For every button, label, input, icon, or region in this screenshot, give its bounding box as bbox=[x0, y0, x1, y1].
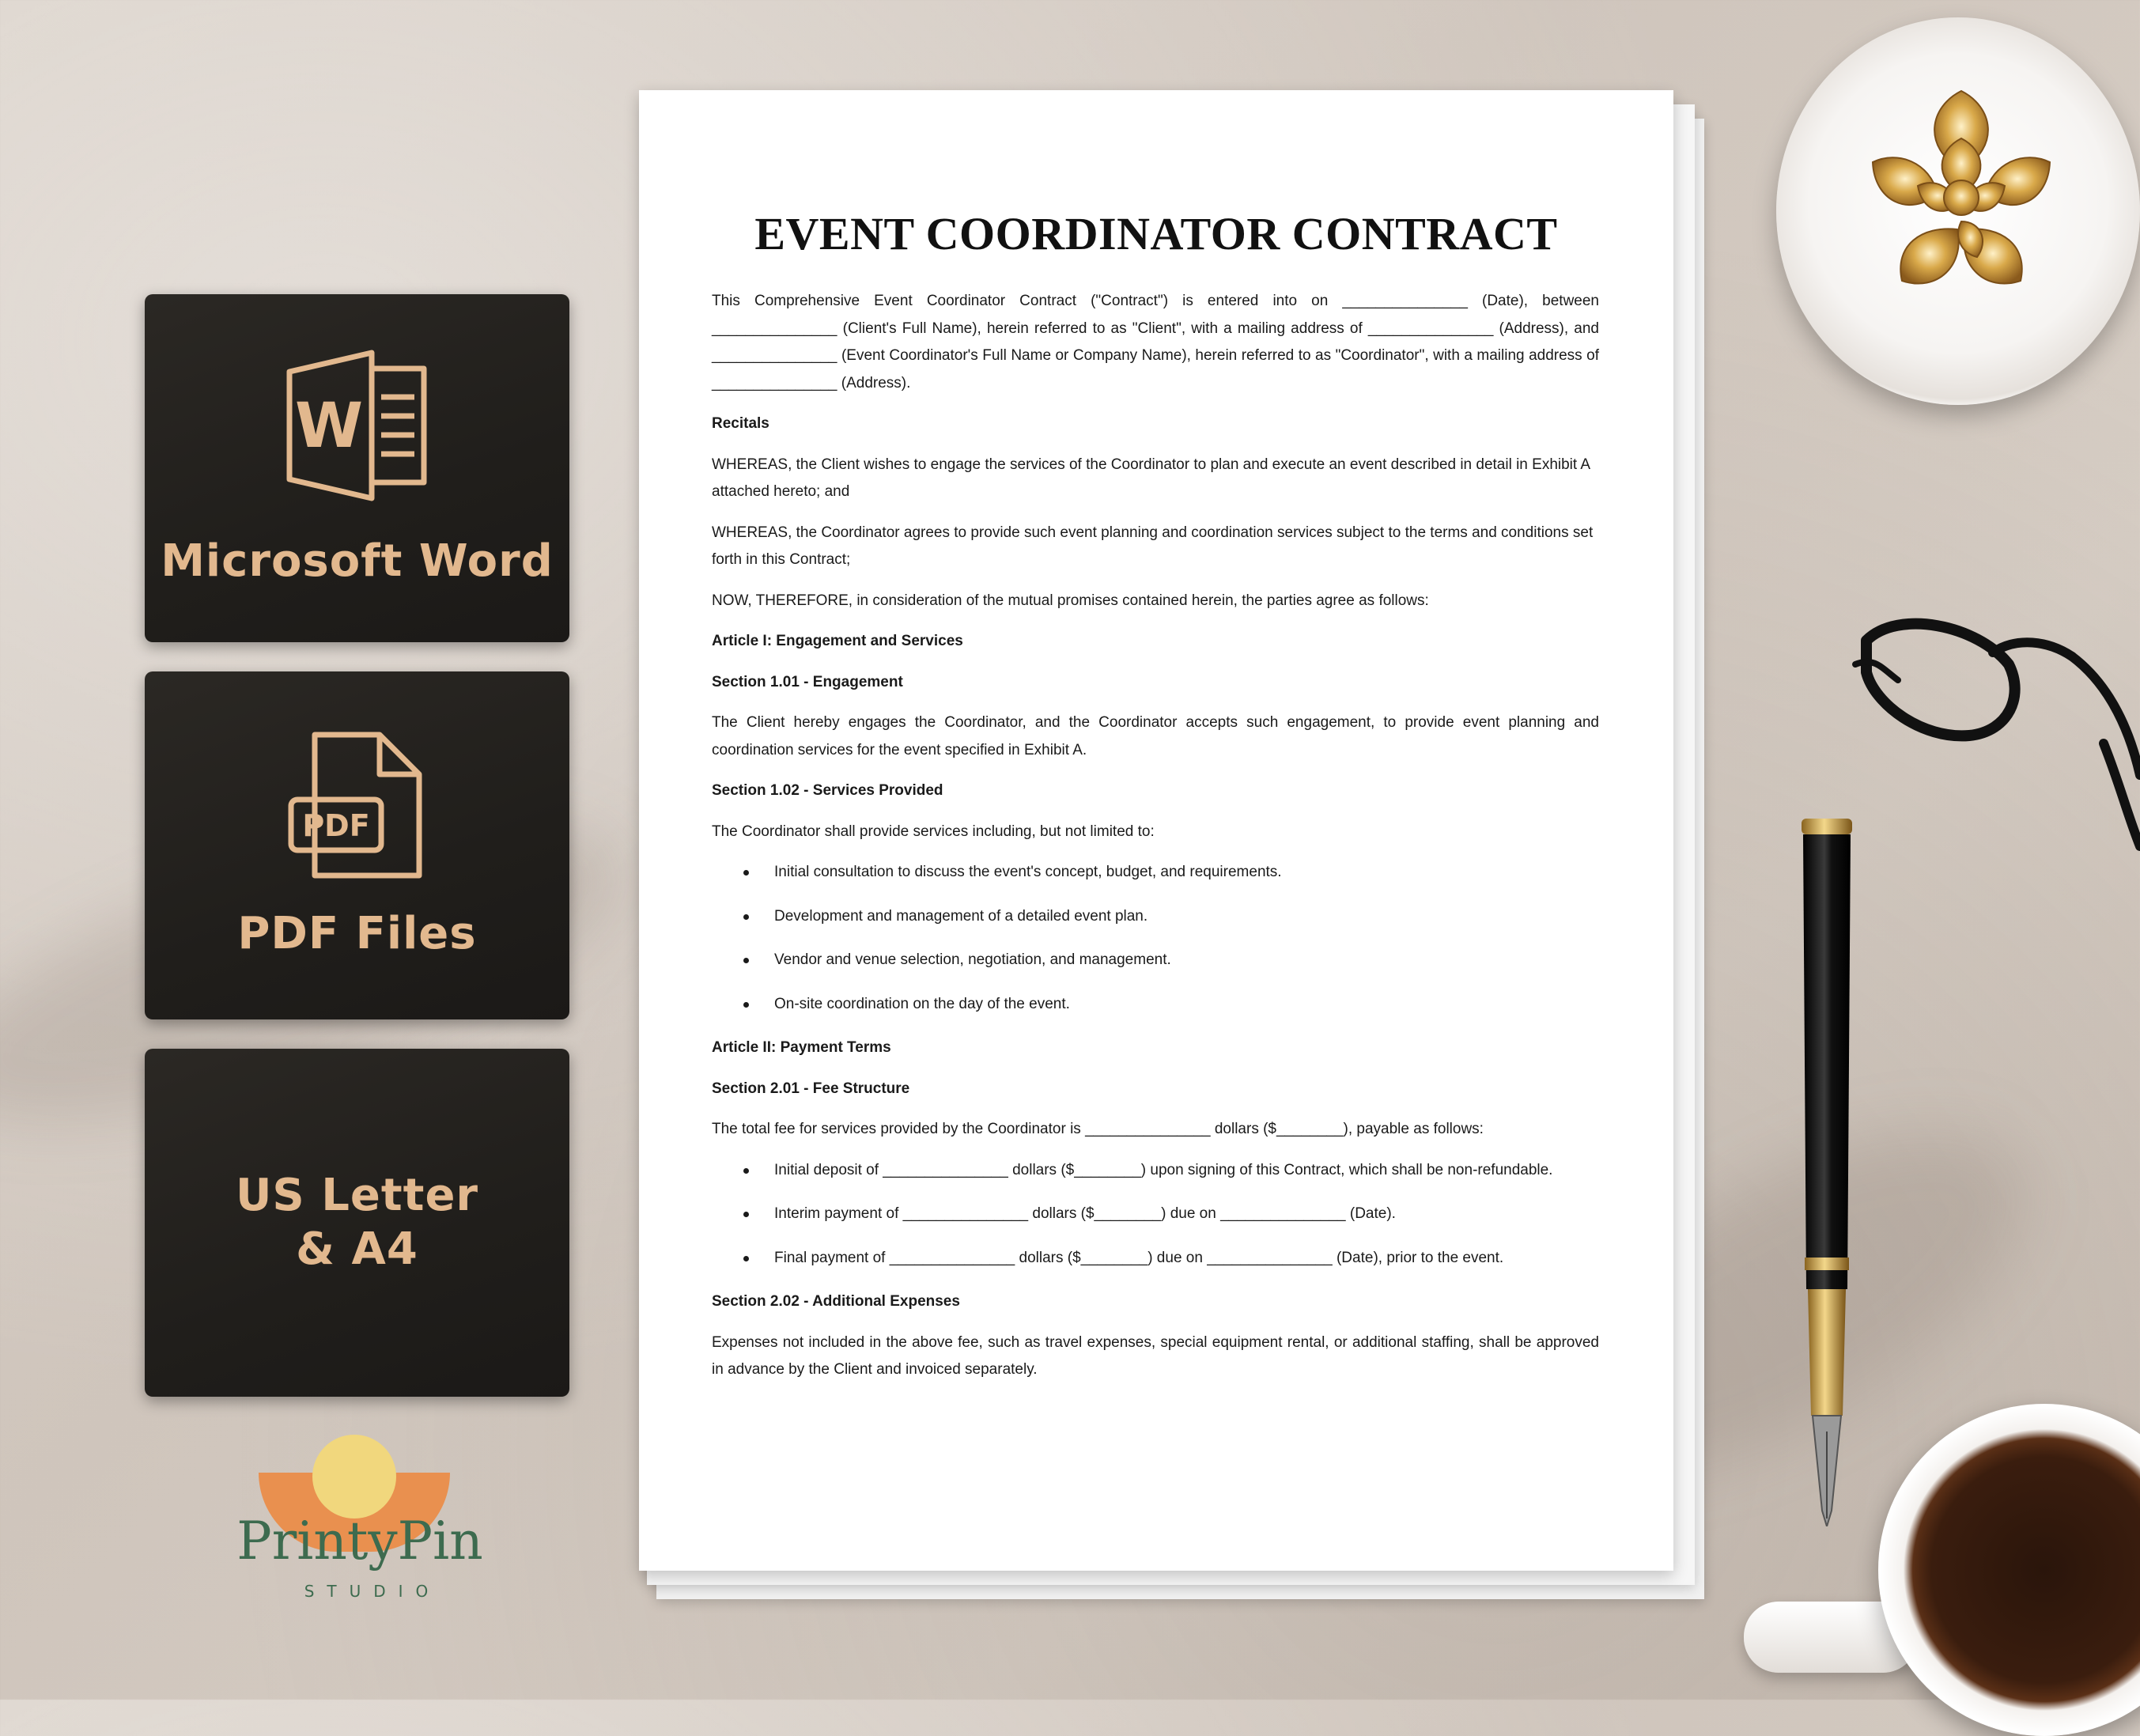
brand-logo bbox=[225, 1432, 494, 1613]
section-heading: Section 1.01 - Engagement bbox=[712, 673, 903, 690]
logo-name: PrintyPin bbox=[236, 1511, 483, 1571]
section-heading: Section 2.01 - Fee Structure bbox=[712, 1080, 910, 1097]
bullet-item: Final payment of _______________ dollars ($________) due on _______________ (Date), prior to the event. bbox=[712, 1245, 1599, 1273]
section-paragraph: The Client hereby engages the Coordinator, and the Coordinator accepts such engagement, to provide event planning and coordination services for the event specified in Exhibit A. bbox=[712, 714, 1599, 758]
recitals-heading: Recitals bbox=[712, 415, 769, 432]
bullet-item: Initial deposit of _______________ dollars ($________) upon signing of this Contract, which shall be non-refundable. bbox=[712, 1157, 1599, 1185]
card-label: Microsoft Word bbox=[161, 535, 554, 587]
intro-paragraph: This Comprehensive Event Coordinator Contract ("Contract") is entered into on _______________ (Date), between _______________ (Client's Full Name), herein referred to as "Client", with a mailing address of _______________ (Address), and _______________ (Event Coordinator's Full Name or Company Name), herein referred to as "Coordinator", with a mailing address of _______________ (Address). bbox=[712, 293, 1599, 391]
svg-text:W: W bbox=[294, 391, 363, 462]
whereas-paragraph: WHEREAS, the Coordinator agrees to provide such event planning and coordination services subject to the terms and conditions set forth in this Contract; bbox=[712, 524, 1594, 568]
microsoft-word-card bbox=[145, 294, 569, 642]
now-therefore-paragraph: NOW, THEREFORE, in consideration of the mutual promises contained herein, the parties agree as follows: bbox=[712, 592, 1429, 609]
fountain-pen-decoration bbox=[1779, 815, 1874, 1526]
article-heading: Article I: Engagement and Services bbox=[712, 633, 963, 649]
section-paragraph: The total fee for services provided by the Coordinator is _______________ dollars ($________), payable as follows: bbox=[712, 1121, 1484, 1137]
article-heading: Article II: Payment Terms bbox=[712, 1039, 891, 1056]
bullet-item: Vendor and venue selection, negotiation, and management. bbox=[712, 947, 1599, 974]
section-heading: Section 1.02 - Services Provided bbox=[712, 782, 943, 799]
logo-subtitle: STUDIO bbox=[304, 1582, 441, 1601]
card-label-line-1: US Letter bbox=[235, 1170, 479, 1221]
pdf-files-card bbox=[145, 671, 569, 1019]
svg-text:PDF: PDF bbox=[301, 808, 370, 843]
card-label: PDF Files bbox=[237, 908, 477, 959]
section-paragraph: Expenses not included in the above fee, such as travel expenses, special equipment rental, or additional staffing, shall be approved in advance by the Client and invoiced separately. bbox=[712, 1333, 1599, 1378]
card-label-line-2: & A4 bbox=[296, 1224, 418, 1275]
bullet-item: Initial consultation to discuss the event's concept, budget, and requirements. bbox=[712, 859, 1599, 887]
coffee-cup-decoration bbox=[1878, 1404, 2140, 1736]
document-body bbox=[712, 288, 1599, 1397]
document-title: EVENT COORDINATOR CONTRACT bbox=[754, 208, 1558, 259]
word-icon bbox=[285, 348, 430, 503]
document-page bbox=[639, 90, 1673, 1571]
bullet-item: On-site coordination on the day of the event. bbox=[712, 991, 1599, 1019]
pdf-file-icon bbox=[286, 730, 429, 880]
section-heading: Section 2.02 - Additional Expenses bbox=[712, 1293, 960, 1310]
logo-sun-shape bbox=[312, 1435, 396, 1519]
gold-flower-decoration bbox=[1843, 75, 2080, 312]
whereas-paragraph: WHEREAS, the Client wishes to engage the services of the Coordinator to plan and execute an event described in detail in Exhibit A attached hereto; and bbox=[712, 456, 1590, 500]
bullet-item: Development and management of a detailed event plan. bbox=[712, 903, 1599, 931]
eyeglasses-decoration bbox=[1851, 593, 2140, 854]
paper-size-card bbox=[145, 1049, 569, 1397]
bullet-item: Interim payment of _______________ dollars ($________) due on _______________ (Date). bbox=[712, 1201, 1599, 1228]
section-paragraph: The Coordinator shall provide services including, but not limited to: bbox=[712, 823, 1155, 840]
